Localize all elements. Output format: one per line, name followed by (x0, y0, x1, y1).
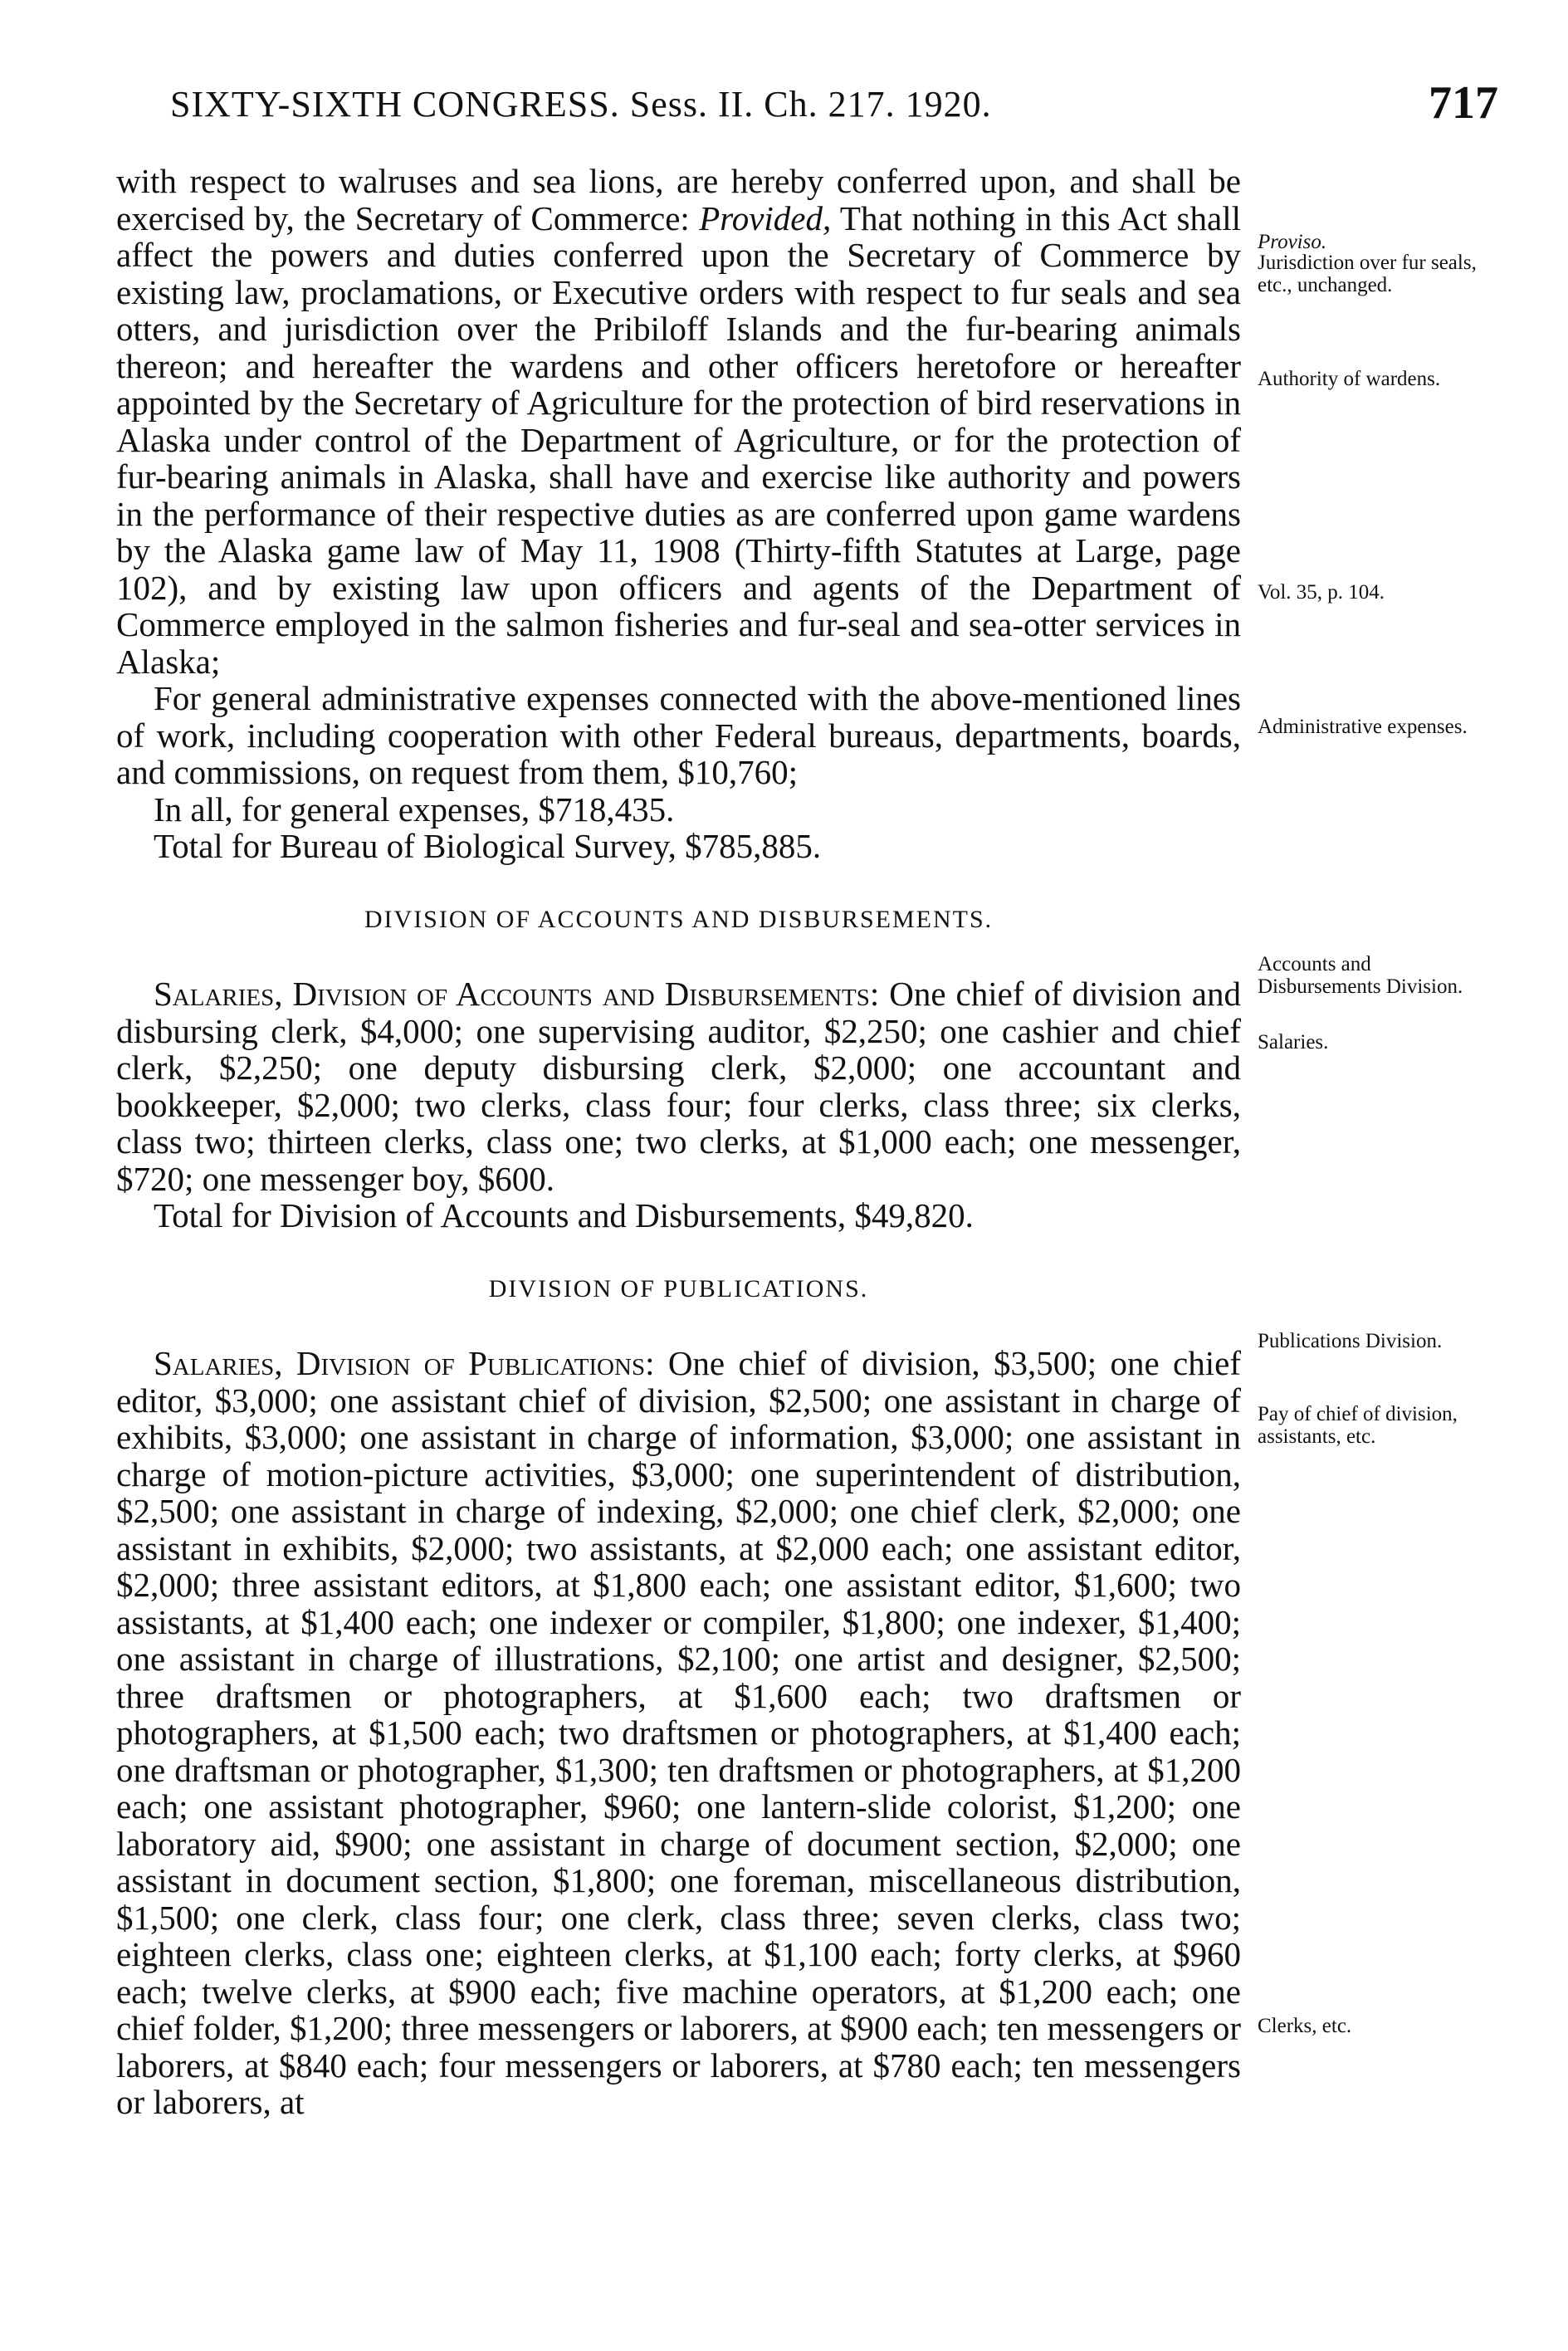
main-text (116, 163, 1241, 2121)
provided-word: Provided, (699, 198, 832, 237)
paragraph-general-expenses: In all, for general expenses, $718,435. (154, 789, 675, 828)
page-number: 717 (1429, 77, 1498, 129)
running-head: SIXTY-SIXTH CONGRESS. Sess. II. Ch. 217. 1920. (170, 84, 992, 125)
margin-note-accounts: Accounts and Disbursements Division. (1258, 953, 1463, 998)
salaries-body-publications: One chief of division, $3,500; one chief editor, $3,000; one assistant chief of division, $2,500; one assistant in charge of exhibits, $3,000; one assistant in charge of information, $3,000; one assistant in charge of motion-picture activities, $3,000; one superintendent of distribution, $2,500; one assistant in charge of indexing, $2,000; one chief clerk, $2,000; one assistant in exhibits, $2,000; two assistants, at $2,000 each; one assistant editor, $2,000; three assistant editors, at $1,800 each; one assistant editor, $1,600; two assistants, at $1,400 each; one indexer or compiler, $1,800; one indexer, $1,400; one assistant in charge of illustrations, $2,100; one artist and designer, $2,500; three draftsmen or photographers, at $1,600 each; two draftsmen or photographers, at $1,500 each; two draftsmen or photographers, at $1,400 each; one draftsman or photographer, $1,300; ten draftsmen or photographers, at $1,200 each; one assistant photographer, $960; one lantern-slide colorist, $1,200; one laboratory aid, $900; one assistant in charge of document section, $2,000; one assistant in document section, $1,800; one foreman, miscellaneous distribution, $1,500; one clerk, class four; one clerk, class three; seven clerks, class two; eighteen clerks, class one; eighteen clerks, at $1,100 each; forty clerks, at $960 each; twelve clerks, at $900 each; five machine operators, at $1,200 each; one chief folder, $1,200; three messengers or laborers, at $900 each; ten messengers or laborers, at $840 each; four messengers or laborers, at $780 each; ten messengers or laborers, at (116, 1344, 1241, 2121)
margin-note-volume: Vol. 35, p. 104. (1258, 581, 1385, 604)
margin-note-admin: Administrative expenses. (1258, 716, 1468, 738)
margin-note-proviso: Proviso. (1258, 231, 1327, 253)
paragraph-publications-salaries (116, 1345, 1241, 2121)
paragraph-total-biological: Total for Bureau of Biological Survey, $785,885. (154, 827, 822, 865)
salaries-body-accounts: One chief of division and disbursing clerk, $4,000; one supervising auditor, $2,250; one cashier and chief clerk, $2,250; one deputy disbursing clerk, $2,000; one accountant and bookkeeper, $2,000; two clerks, class four; four clerks, class three; six clerks, class two; thirteen clerks, class one; two clerks, at $1,000 each; one messenger, $720; one messenger boy, $600. (116, 975, 1241, 1198)
paragraph-walruses-a: with respect to walruses and sea lions, are hereby conferred upon, and shall be exercised by, the Secretary of Commerce: (116, 162, 1241, 237)
salaries-lead-accounts: Salaries, Division of Accounts and Disbursements: (154, 975, 880, 1013)
spacer (116, 865, 1241, 902)
margin-note-wardens: Authority of wardens. (1258, 368, 1441, 390)
paragraph-walruses-b: That nothing in this Act shall affect the powers and duties conferred upon the Secretary of Commerce by existing law, proclamations, or Executive orders with respect to fur seals and sea otters, and jurisdiction over the Pribiloff Islands and the fur-bearing animals thereon; and hereafter the wardens and other officers heretofore or hereafter appointed by the Secretary of Agriculture for the protection of bird reservations in Alaska under control of the Department of Agriculture, or for the protection of fur-bearing animals in Alaska, shall have and exercise like authority and powers in the performance of their respective duties as are conferred upon game wardens by the Alaska game law of May 11, 1908 (Thirty-fifth Statutes at Large, page 102), and by existing law upon officers and agents of the Department of Commerce employed in the salmon fisheries and fur-seal and sea-otter services in Alaska; (116, 198, 1241, 681)
paragraph-walruses (116, 163, 1241, 680)
margin-note-pay: Pay of chief of division, assistants, etc. (1258, 1403, 1458, 1448)
paragraph-admin-expenses: For general administrative expenses connected with the above-mentioned lines of work, including cooperation with other Federal bureaus, departments, boards, and commissions, on request from them, $10,760; (116, 679, 1241, 791)
spacer (116, 939, 1241, 976)
paragraph-total-accounts: Total for Division of Accounts and Disbursements, $49,820. (154, 1196, 974, 1234)
margin-note-publications: Publications Division. (1258, 1330, 1443, 1352)
section-heading-publications: DIVISION OF PUBLICATIONS. (488, 1275, 869, 1303)
spacer (116, 1234, 1241, 1272)
page-header (170, 77, 1498, 133)
paragraph-accounts-salaries (116, 975, 1241, 1197)
margin-note-clerks: Clerks, etc. (1258, 2015, 1352, 2037)
spacer (116, 1308, 1241, 1346)
margin-note-jurisdiction: Jurisdiction over fur seals, etc., unchanged. (1258, 252, 1477, 296)
salaries-lead-publications: Salaries, Division of Publications: (154, 1344, 655, 1382)
margin-note-salaries: Salaries. (1258, 1031, 1329, 1053)
section-heading-accounts: DIVISION OF ACCOUNTS AND DISBURSEMENTS. (364, 906, 994, 933)
